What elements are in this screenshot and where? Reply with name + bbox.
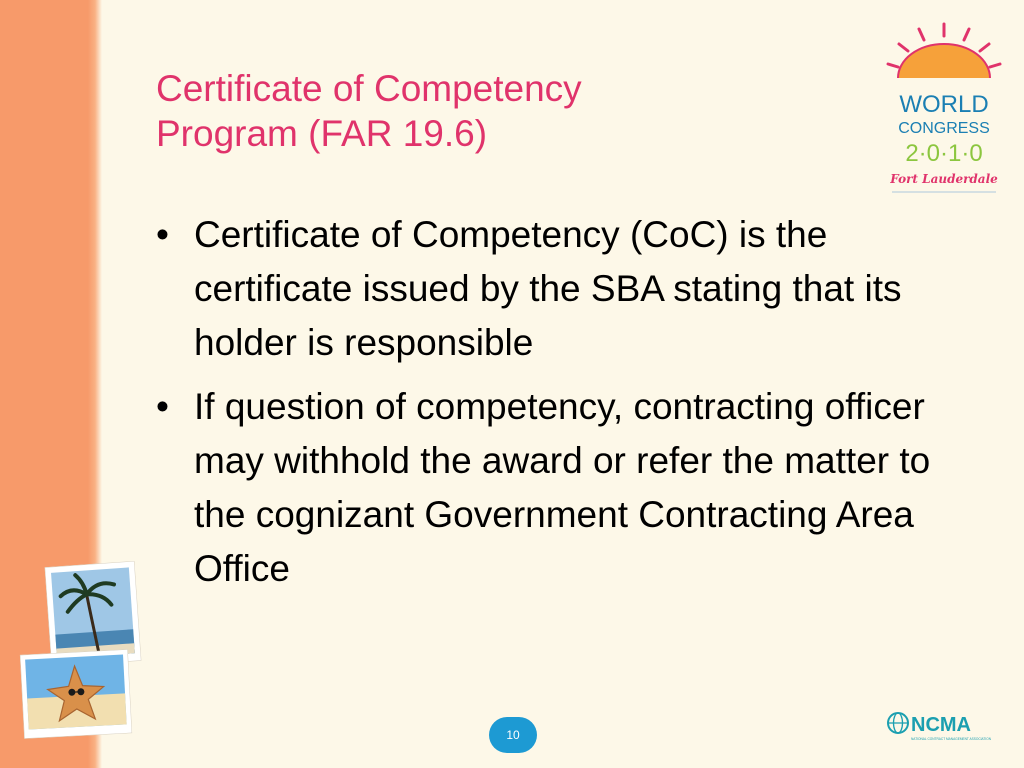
world-congress-logo: [884, 20, 1004, 200]
ncma-tagline: NATIONAL CONTRACT MANAGEMENT ASSOCIATION: [911, 737, 992, 741]
slide-title: [156, 66, 582, 156]
slide-title-line-1: Certificate of Competency: [156, 68, 582, 109]
logo-year-text: 2·0·1·0: [905, 140, 983, 167]
bullet-text-2: If question of competency, contracting officer may withhold the award or refer the matter to the cognizant Government Contracting Area Office: [194, 386, 931, 589]
ncma-logo: [886, 711, 1000, 743]
sun-icon: [888, 24, 1000, 78]
logo-location-text: Fort Lauderdale: [890, 172, 998, 186]
ncma-wordmark: NCMA: [911, 714, 971, 736]
bullet-list: [156, 208, 991, 606]
starfish-photo: [20, 649, 132, 739]
logo-congress-text: CONGRESS: [898, 120, 990, 137]
slide-title-line-2: Program (FAR 19.6): [156, 113, 488, 154]
bullet-item-2: [156, 380, 991, 596]
globe-icon: [888, 713, 908, 733]
logo-world-text: WORLD: [899, 91, 989, 118]
page-number-badge: 10: [489, 717, 537, 753]
bullet-item-1: [156, 208, 991, 370]
bullet-text-1: Certificate of Competency (CoC) is the certificate issued by the SBA stating that its holder is responsible: [194, 214, 902, 363]
bullet-marker: •: [156, 214, 169, 255]
bullet-marker: •: [156, 386, 169, 427]
